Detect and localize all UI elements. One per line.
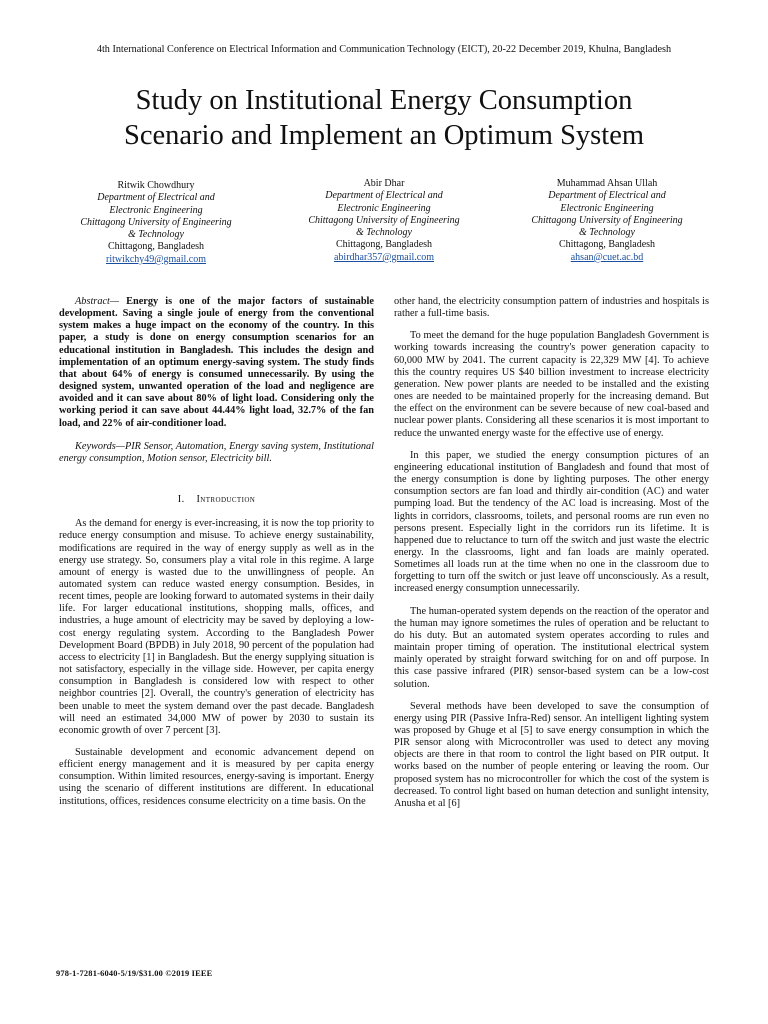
author-university: Chittagong University of Engineering [80, 216, 232, 228]
author-department: Electronic Engineering [109, 204, 203, 216]
abstract [59, 296, 374, 430]
author-department: Department of Electrical and [325, 190, 443, 202]
author-university: & Technology [355, 227, 412, 239]
author-location: Chittagong, Bangladesh [558, 239, 656, 251]
keywords: Keywords—PIR Sensor, Automation, Energy saving system, Institutional energy consumption, Motion sensor, Electricity bill. [59, 440, 374, 464]
author-block-1 [61, 180, 251, 266]
left-column [59, 296, 374, 808]
abstract-body: Energy is one of the major factors of sustainable development. Saving a single joule of energy from the conventional system makes a huge impact on the economy of the country. In this paper, a study is done on energy consumption scenarios for an educational institution in Bangladesh. This includes the design and implementation of an optimum energy-saving system. The study finds that about 64% of energy is consumed unnecessarily. By using the designed system, unwanted operation of the load and negligence are avoided and it can save about 80% of light load. Considering only the working period it can save about 44.44% light load, 32.7% of the fan load, and 22% of air-conditioner load. [59, 296, 374, 429]
title-line-1: Study on Institutional Energy Consumption [135, 85, 633, 116]
section-title: Introduction [196, 494, 256, 506]
author-name: Ritwik Chowdhury [117, 180, 195, 191]
section-heading-introduction [59, 494, 374, 506]
body-paragraph: other hand, the electricity consumption pattern of industries and hospitals is rather a full-time basis. [394, 296, 709, 320]
author-department: Electronic Engineering [337, 202, 431, 214]
section-number: I. [177, 494, 185, 506]
author-university: Chittagong University of Engineering [308, 214, 460, 226]
body-paragraph: The human-operated system depends on the reaction of the operator and the human may ignore sometimes the rules of operation and be reluctant to do his duty. But an automated system operates according to rules and maintain proper timing of operation. The institutional electrical system mainly operated by straight forward switching for on and off purpose. In this case passive infrared (PIR) sensor-based system can be a low-cost solution. [394, 605, 709, 690]
author-location: Chittagong, Bangladesh [107, 241, 205, 253]
author-department: Department of Electrical and [548, 190, 666, 202]
conference-header: 4th International Conference on Electrical Information and Communication Technology (EICT), 20-22 December 2019, Khulna, Bangladesh [96, 44, 672, 55]
body-paragraph: Sustainable development and economic advancement depend on efficient energy management and it is measured by per capita energy consumption. Within limited resources, energy-saving is important. Energy using the scenario of different institutions are different. In educational institutions, offices, residences consume electricity on a time basis. On the [59, 747, 374, 807]
body-paragraph: To meet the demand for the huge population Bangladesh Government is working towards increasing the country's power generation capacity to 60,000 MW by 2041. The current capacity is 22,329 MW [4]. To achieve this the country requires US $40 billion investment to increase electricity generation. New power plants are needed to be installed and the existing ones are needed to be maintained properly for the increasing demand. But the effect on the environment can be severe because of new coal-based and nuclear power plants. Considering all these scenarios it is most important to reduce the unwanted energy waste for the effective use of energy. [394, 330, 709, 439]
author-department: Department of Electrical and [97, 192, 215, 204]
body-paragraph: In this paper, we studied the energy consumption pictures of an engineering educational institution of Bangladesh and found that most of the energy consumption is done by lighting purposes. The other energy consumption sectors are fan load and thirdly air-condition (AC) and water pumping load. But the tendency of the AC load is increasing. Most of the lights in corridors, classrooms, toilets, and personal rooms are run even no persons present. Especially light in the corridors run its lifetime. It is happened due to reluctance to turn off the switch and just waste the electric energy. In the classrooms, light and fan loads are mainly operated. Sometimes all loads run at the time when no one in the classroom due to forgetting to turn off the switch or just leave off unconsciously. As a result, increased energy consumption unnecessarily. [394, 449, 709, 595]
author-name: Abir Dhar [363, 178, 405, 189]
author-email-link[interactable]: ahsan@cuet.ac.bd [570, 251, 644, 263]
abstract-label: Abstract— [75, 296, 120, 307]
right-column [394, 296, 709, 810]
author-block-3 [512, 178, 702, 264]
body-paragraph: Several methods have been developed to save the consumption of energy using PIR (Passive Infra-Red) sensor. An intelligent lighting system was proposed by Ghuge et al [5] to save energy consumption in which the PIR sensor along with Microcontroller was used to detect any moving objects are there in that room to control the light based on PIR output. It works based on the number of people entering or leaving the room. Our proposed system has no microcontroller for which the cost of the system is decreased. To control light based on human detection and sunlight intensity, Anusha et al [6] [394, 700, 709, 809]
paper-title [40, 83, 728, 153]
author-university: & Technology [127, 229, 184, 241]
copyright-footer: 978-1-7281-6040-5/19/$31.00 ©2019 IEEE [56, 969, 213, 978]
author-location: Chittagong, Bangladesh [335, 239, 433, 251]
title-line-2: Scenario and Implement an Optimum System [123, 120, 645, 151]
author-department: Electronic Engineering [560, 202, 654, 214]
body-paragraph: As the demand for energy is ever-increasing, it is now the top priority to reduce energy consumption and misuse. To achieve energy sustainability, modifications are required in the way of energy supply as well as in the energy use strategy. So, consumers play a vital role in this regime. A large amount of energy is wasted due to the unwillingness of people. An automated system can reduce wasted energy consumption. Besides, in recent times, people are looking forward to automated systems in their daily life. For larger educational institutions, shopping malls, offices, and industries, a huge amount of electricity may be saved by deploying a low-cost energy regulating system. According to the Bangladesh Power Development Board (BPDB) in July 2018, 90 percent of the population had access to electricity [1] in Bangladesh. But the energy supplying situation is not satisfactory, especially in the village side. However, per capita energy consumption in Bangladesh is considered low with respect to other neighbor countries [2]. Overall, the country's generation of electricity has been unable to meet the system demand over the past decade. Bangladesh will need an estimated 34,000 MW of power by 2030 to sustain its economic growth of over 7 percent [3]. [59, 518, 374, 736]
author-name: Muhammad Ahsan Ullah [556, 178, 658, 189]
author-university: Chittagong University of Engineering [531, 214, 683, 226]
author-email-link[interactable]: abirdhar357@gmail.com [333, 251, 434, 263]
author-email-link[interactable]: ritwikchy49@gmail.com [105, 253, 207, 265]
author-block-2 [289, 178, 479, 264]
author-university: & Technology [578, 227, 635, 239]
